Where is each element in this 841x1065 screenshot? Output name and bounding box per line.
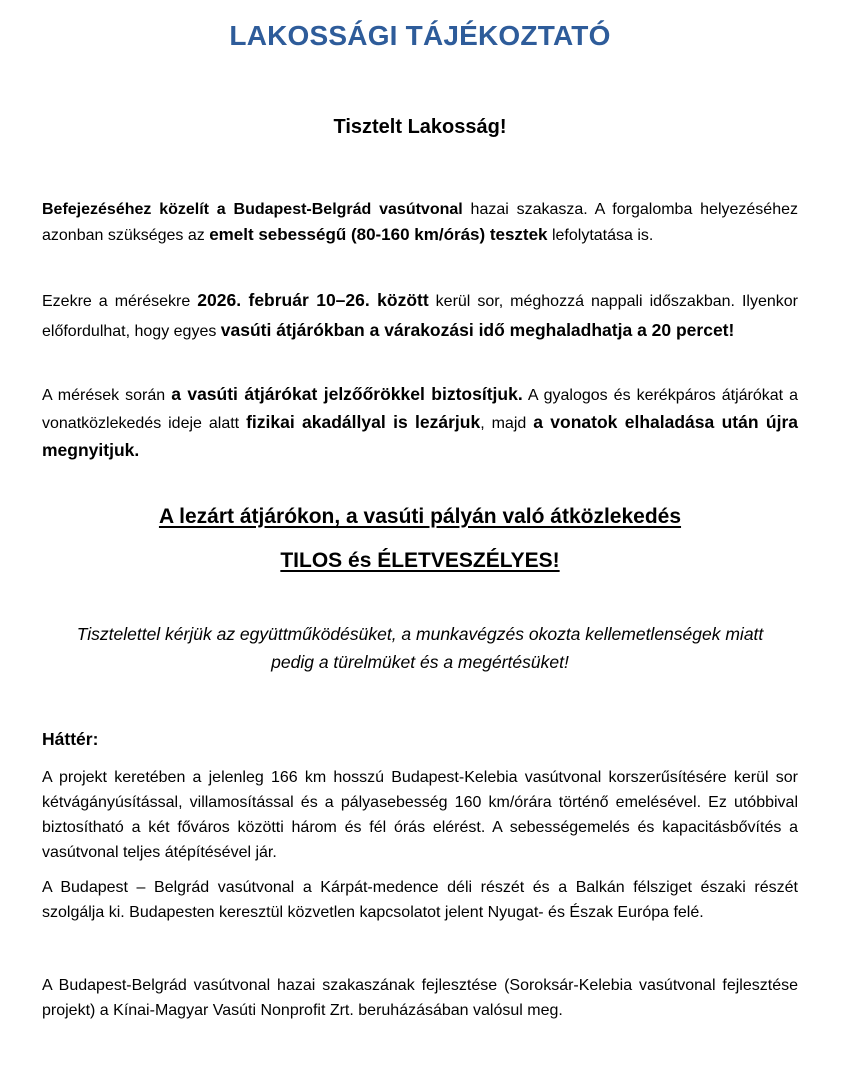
closing-request — [42, 620, 798, 676]
intro-paragraph — [42, 197, 798, 248]
closure-bold-3: a vonatok elhaladása után újra megnyitjuk. — [42, 412, 799, 460]
closure-text-2: A gyalogos és kerékpáros átjárókat a vonatközlekedés ideje alatt — [42, 387, 798, 432]
closure-bold-1: a vasúti átjárókat jelzőőrökkel biztosítjuk. — [171, 384, 523, 404]
closing-line-2: pedig a türelmüket és a megértésüket! — [271, 652, 569, 672]
warning-line-1: A lezárt átjárókon, a vasúti pályán való átközlekedés — [158, 505, 682, 528]
closure-paragraph — [42, 381, 798, 465]
intro-text-2: lefolytatása is. — [547, 227, 654, 244]
closing-line-1: Tisztelettel kérjük az együttműködésüket, a munkavégzés okozta kellemetlenségek miatt — [76, 624, 764, 644]
measurement-text-2: kerül sor, méghozzá nappali időszakban. Ilyenkor előfordulhat, hogy egyes — [42, 293, 798, 340]
intro-bold-1: Befejezéséhez közelít a Budapest-Belgrád vasútvonal — [42, 201, 463, 218]
intro-bold-2: emelt sebességű (80-160 km/órás) tesztek — [209, 225, 548, 244]
intro-text-1: hazai szakasza. A forgalomba helyezéséhez azonban szükséges az — [42, 201, 798, 244]
background-paragraph-2: A Budapest – Belgrád vasútvonal a Kárpát-medence déli részét és a Balkán félsziget északi részét szolgálja ki. Budapesten keresztül közvetlen kapcsolatot jelent Nyugat- és Észak Európa felé. — [42, 879, 798, 921]
measurement-warning: vasúti átjárókban a várakozási idő meghaladhatja a 20 percet! — [220, 320, 735, 340]
greeting: Tisztelt Lakosság! — [333, 116, 507, 138]
closure-text-1: A mérések során — [42, 387, 172, 404]
closure-text-3: , majd — [480, 415, 534, 432]
measurement-paragraph — [42, 286, 798, 346]
measurement-text-1: Ezekre a mérésekre — [42, 293, 198, 310]
measurement-date: 2026. február 10–26. között — [197, 290, 429, 310]
closure-bold-2: fizikai akadállyal is lezárjuk — [246, 412, 481, 432]
warning-line-2: TILOS és ÉLETVESZÉLYES! — [280, 549, 560, 572]
background-heading: Háttér: — [42, 729, 99, 749]
page-title: LAKOSSÁGI TÁJÉKOZTATÓ — [229, 20, 611, 51]
background-paragraph-3: A Budapest-Belgrád vasútvonal hazai szakaszának fejlesztése (Soroksár-Kelebia vasútvonal fejlesztése projekt) a Kínai-Magyar Vasúti Nonprofit Zrt. beruházásában valósul meg. — [42, 977, 798, 1019]
background-paragraph-1: A projekt keretében a jelenleg 166 km hosszú Budapest-Kelebia vasútvonal korszerűsítésére kerül sor kétvágányúsítással, villamosítással és a pályasebesség 160 km/órára történő emelésével. Ez utóbbival biztosítható a két főváros közötti három és fél órás elérést. A sebességemelés és kapacitásbővítés a vasútvonal teljes átépítésével jár. — [42, 769, 798, 861]
